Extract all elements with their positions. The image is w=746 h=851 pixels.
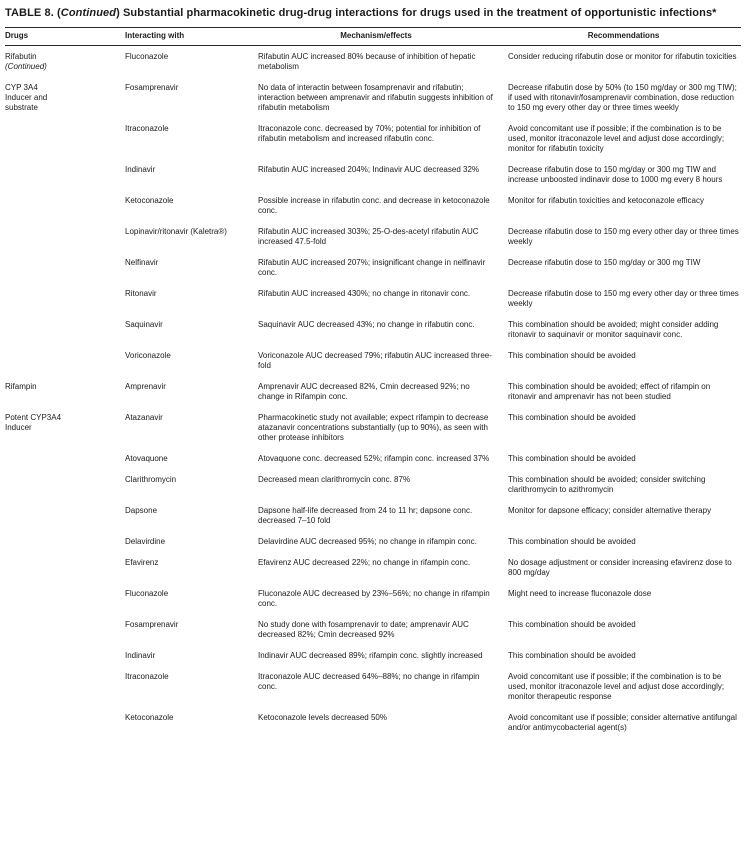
drug-group-cell [5,620,125,640]
table-row [5,713,741,733]
table-row [5,258,741,278]
mechanism-cell: Decreased mean clarithromycin conc. 87% [258,475,411,484]
table-title [5,6,741,20]
table-row [5,651,741,661]
mechanism-cell: Voriconazole AUC decreased 79%; rifabutin AUC increased three-fold [258,351,492,370]
drug-group-cell [5,475,125,495]
mechanism-cell: Itraconazole AUC decreased 64%–88%; no change in rifampin conc. [258,672,480,691]
drug-group-cell [5,165,125,185]
mechanism-cell: No study done with fosamprenavir to date; amprenavir AUC decreased 82%; Cmin decreased 92% [258,620,469,639]
table-row [5,475,741,495]
drug-group-cell [5,320,125,340]
drug-group-note: (Continued) [5,62,47,71]
table-row [5,320,741,340]
drug-group-cell [5,351,125,371]
recommendation-cell: Consider reducing rifabutin dose or monitor for rifabutin toxicities [508,52,737,61]
interacting-drug-cell: Indinavir [125,651,156,660]
interacting-drug-cell: Fluconazole [125,52,169,61]
mechanism-cell: No data of interactin between fosamprenavir and rifabutin; interaction between amprenavir and rifabutin suggests inhibition of rifabutin metabolism [258,83,493,112]
interacting-drug-cell: Delavirdine [125,537,166,546]
mechanism-cell: Rifabutin AUC increased 207%; insignificant change in nelfinavir conc. [258,258,486,277]
drug-group-cell [5,454,125,464]
mechanism-cell: Rifabutin AUC increased 430%; no change in ritonavir conc. [258,289,471,298]
interacting-drug-cell: Itraconazole [125,124,169,133]
mechanism-cell: Delavirdine AUC decreased 95%; no change in rifampin conc. [258,537,477,546]
recommendation-cell: This combination should be avoided [508,651,636,660]
recommendation-cell: This combination should be avoided [508,351,636,360]
recommendation-cell: This combination should be avoided [508,413,636,422]
drug-group-cell [5,413,125,443]
interacting-drug-cell: Atovaquone [125,454,168,463]
title-continued: Continued [60,7,117,19]
recommendation-cell: Decrease rifabutin dose by 50% (to 150 mg/day or 300 mg TIW); if used with ritonavir/fosamprenavir combination, dose reduction to 150 mg every other day or three times weekly [508,83,737,112]
drug-group-label: Potent CYP3A4 Inducer [5,413,62,432]
interacting-drug-cell: Ketoconazole [125,713,174,722]
table-row [5,589,741,609]
mechanism-cell: Pharmacokinetic study not available; expect rifampin to decrease atazanavir concentrations substantially (up to 90%), as seen with other protease inhibitors [258,413,489,442]
mechanism-cell: Rifabutin AUC increased 303%; 25-O-des-acetyl rifabutin AUC increased 47.5-fold [258,227,479,246]
table-row [5,620,741,640]
interactions-table [5,27,741,733]
mechanism-cell: Rifabutin AUC increased 80% because of inhibition of hepatic metabolism [258,52,476,71]
mechanism-cell: Dapsone half-life decreased from 24 to 11 hr; dapsone conc. decreased 7–10 fold [258,506,473,525]
recommendation-cell: Avoid concomitant use if possible; if the combination is to be used, monitor itraconazole level and adjust dose accordingly; monitor for rifabutin toxicity [508,124,725,153]
drug-group-cell [5,589,125,609]
table-row [5,351,741,371]
interacting-drug-cell: Amprenavir [125,382,166,391]
mechanism-cell: Indinavir AUC decreased 89%; rifampin conc. slightly increased [258,651,483,660]
drug-group-cell [5,124,125,154]
column-header-interacting-with: Interacting with [125,31,185,40]
mechanism-cell: Amprenavir AUC decreased 82%, Cmin decreased 92%; no change in Rifampin conc. [258,382,470,401]
recommendation-cell: This combination should be avoided [508,454,636,463]
table-row [5,227,741,247]
mechanism-cell: Saquinavir AUC decreased 43%; no change in rifabutin conc. [258,320,475,329]
drug-group-label: CYP 3A4 Inducer and substrate [5,83,48,112]
drug-group-cell [5,289,125,309]
interacting-drug-cell: Saquinavir [125,320,163,329]
drug-group-cell [5,537,125,547]
interacting-drug-cell: Lopinavir/ritonavir (Kaletra®) [125,227,227,236]
column-header-recommendations: Recommendations [587,31,660,40]
table-row [5,83,741,113]
interacting-drug-cell: Indinavir [125,165,156,174]
drug-group-cell [5,672,125,702]
mechanism-cell: Itraconazole conc. decreased by 70%; potential for inhibition of rifabutin metabolism and increased rifabutin conc. [258,124,481,143]
interacting-drug-cell: Clarithromycin [125,475,177,484]
recommendation-cell: Decrease rifabutin dose to 150 mg/day or 300 mg TIW [508,258,701,267]
recommendation-cell: No dosage adjustment or consider increasing efavirenz dose to 800 mg/day [508,558,732,577]
recommendation-cell: This combination should be avoided; effect of rifampin on ritonavir and amprenavir has not been studied [508,382,711,401]
recommendation-cell: This combination should be avoided [508,537,636,546]
interacting-drug-cell: Fosamprenavir [125,620,179,629]
drug-group-cell [5,227,125,247]
recommendation-cell: Avoid concomitant use if possible; consider alternative antifungal and/or antimycobacterial agent(s) [508,713,737,732]
interacting-drug-cell: Atazanavir [125,413,163,422]
drug-group-cell [5,382,125,402]
title-suffix: ) Substantial pharmacokinetic drug-drug interactions for drugs used in the treatment of opportunistic infections* [116,7,717,19]
interacting-drug-cell: Fluconazole [125,589,169,598]
drug-group-cell [5,558,125,578]
mechanism-cell: Efavirenz AUC decreased 22%; no change in rifampin conc. [258,558,471,567]
mechanism-cell: Rifabutin AUC increased 204%; Indinavir AUC decreased 32% [258,165,480,174]
table-row [5,165,741,185]
mechanism-cell: Possible increase in rifabutin conc. and decrease in ketoconazole conc. [258,196,490,215]
recommendation-cell: Decrease rifabutin dose to 150 mg every other day or three times weekly [508,227,739,246]
interacting-drug-cell: Ketoconazole [125,196,174,205]
recommendation-cell: This combination should be avoided; might consider adding ritonavir to saquinavir or monitor saquinavir conc. [508,320,719,339]
recommendation-cell: This combination should be avoided [508,620,636,629]
table-row [5,537,741,547]
drug-group-cell [5,258,125,278]
drug-group-label: Rifampin [5,382,37,391]
table-header-row [5,27,741,46]
table-row [5,413,741,443]
drug-group-cell [5,83,125,113]
mechanism-cell: Fluconazole AUC decreased by 23%–56%; no change in rifampin conc. [258,589,490,608]
recommendation-cell: Decrease rifabutin dose to 150 mg/day or 300 mg TIW and increase unboosted indinavir dose to 1000 mg every 8 hours [508,165,723,184]
interacting-drug-cell: Efavirenz [125,558,159,567]
interacting-drug-cell: Dapsone [125,506,158,515]
interacting-drug-cell: Ritonavir [125,289,157,298]
drug-group-cell [5,196,125,216]
table-body [5,46,741,733]
table-row [5,382,741,402]
mechanism-cell: Ketoconazole levels decreased 50% [258,713,387,722]
column-header-drugs: Drugs [5,31,29,40]
drug-group-cell [5,713,125,733]
interacting-drug-cell: Voriconazole [125,351,171,360]
drug-group-label: Rifabutin [5,52,37,61]
table-row [5,289,741,309]
recommendation-cell: Might need to increase fluconazole dose [508,589,652,598]
drug-group-cell [5,52,125,72]
table-row [5,672,741,702]
recommendation-cell: Avoid concomitant use if possible; if the combination is to be used, monitor itraconazole level and adjust dose accordingly; monitor therapeutic response [508,672,725,701]
recommendation-cell: This combination should be avoided; consider switching clarithromycin to azithromycin [508,475,706,494]
recommendation-cell: Decrease rifabutin dose to 150 mg every other day or three times weekly [508,289,739,308]
recommendation-cell: Monitor for rifabutin toxicities and ketoconazole efficacy [508,196,704,205]
table-row [5,558,741,578]
mechanism-cell: Atovaquone conc. decreased 52%; rifampin conc. increased 37% [258,454,490,463]
title-prefix: TABLE 8. ( [5,7,61,19]
interacting-drug-cell: Nelfinavir [125,258,159,267]
interacting-drug-cell: Fosamprenavir [125,83,179,92]
table-row [5,124,741,154]
table-row [5,506,741,526]
drug-group-cell [5,651,125,661]
table-row [5,196,741,216]
drug-group-cell [5,506,125,526]
column-header-mechanism-effects: Mechanism/effects [340,31,412,40]
table-row [5,454,741,464]
recommendation-cell: Monitor for dapsone efficacy; consider alternative therapy [508,506,712,515]
table-row [5,52,741,72]
interacting-drug-cell: Itraconazole [125,672,169,681]
